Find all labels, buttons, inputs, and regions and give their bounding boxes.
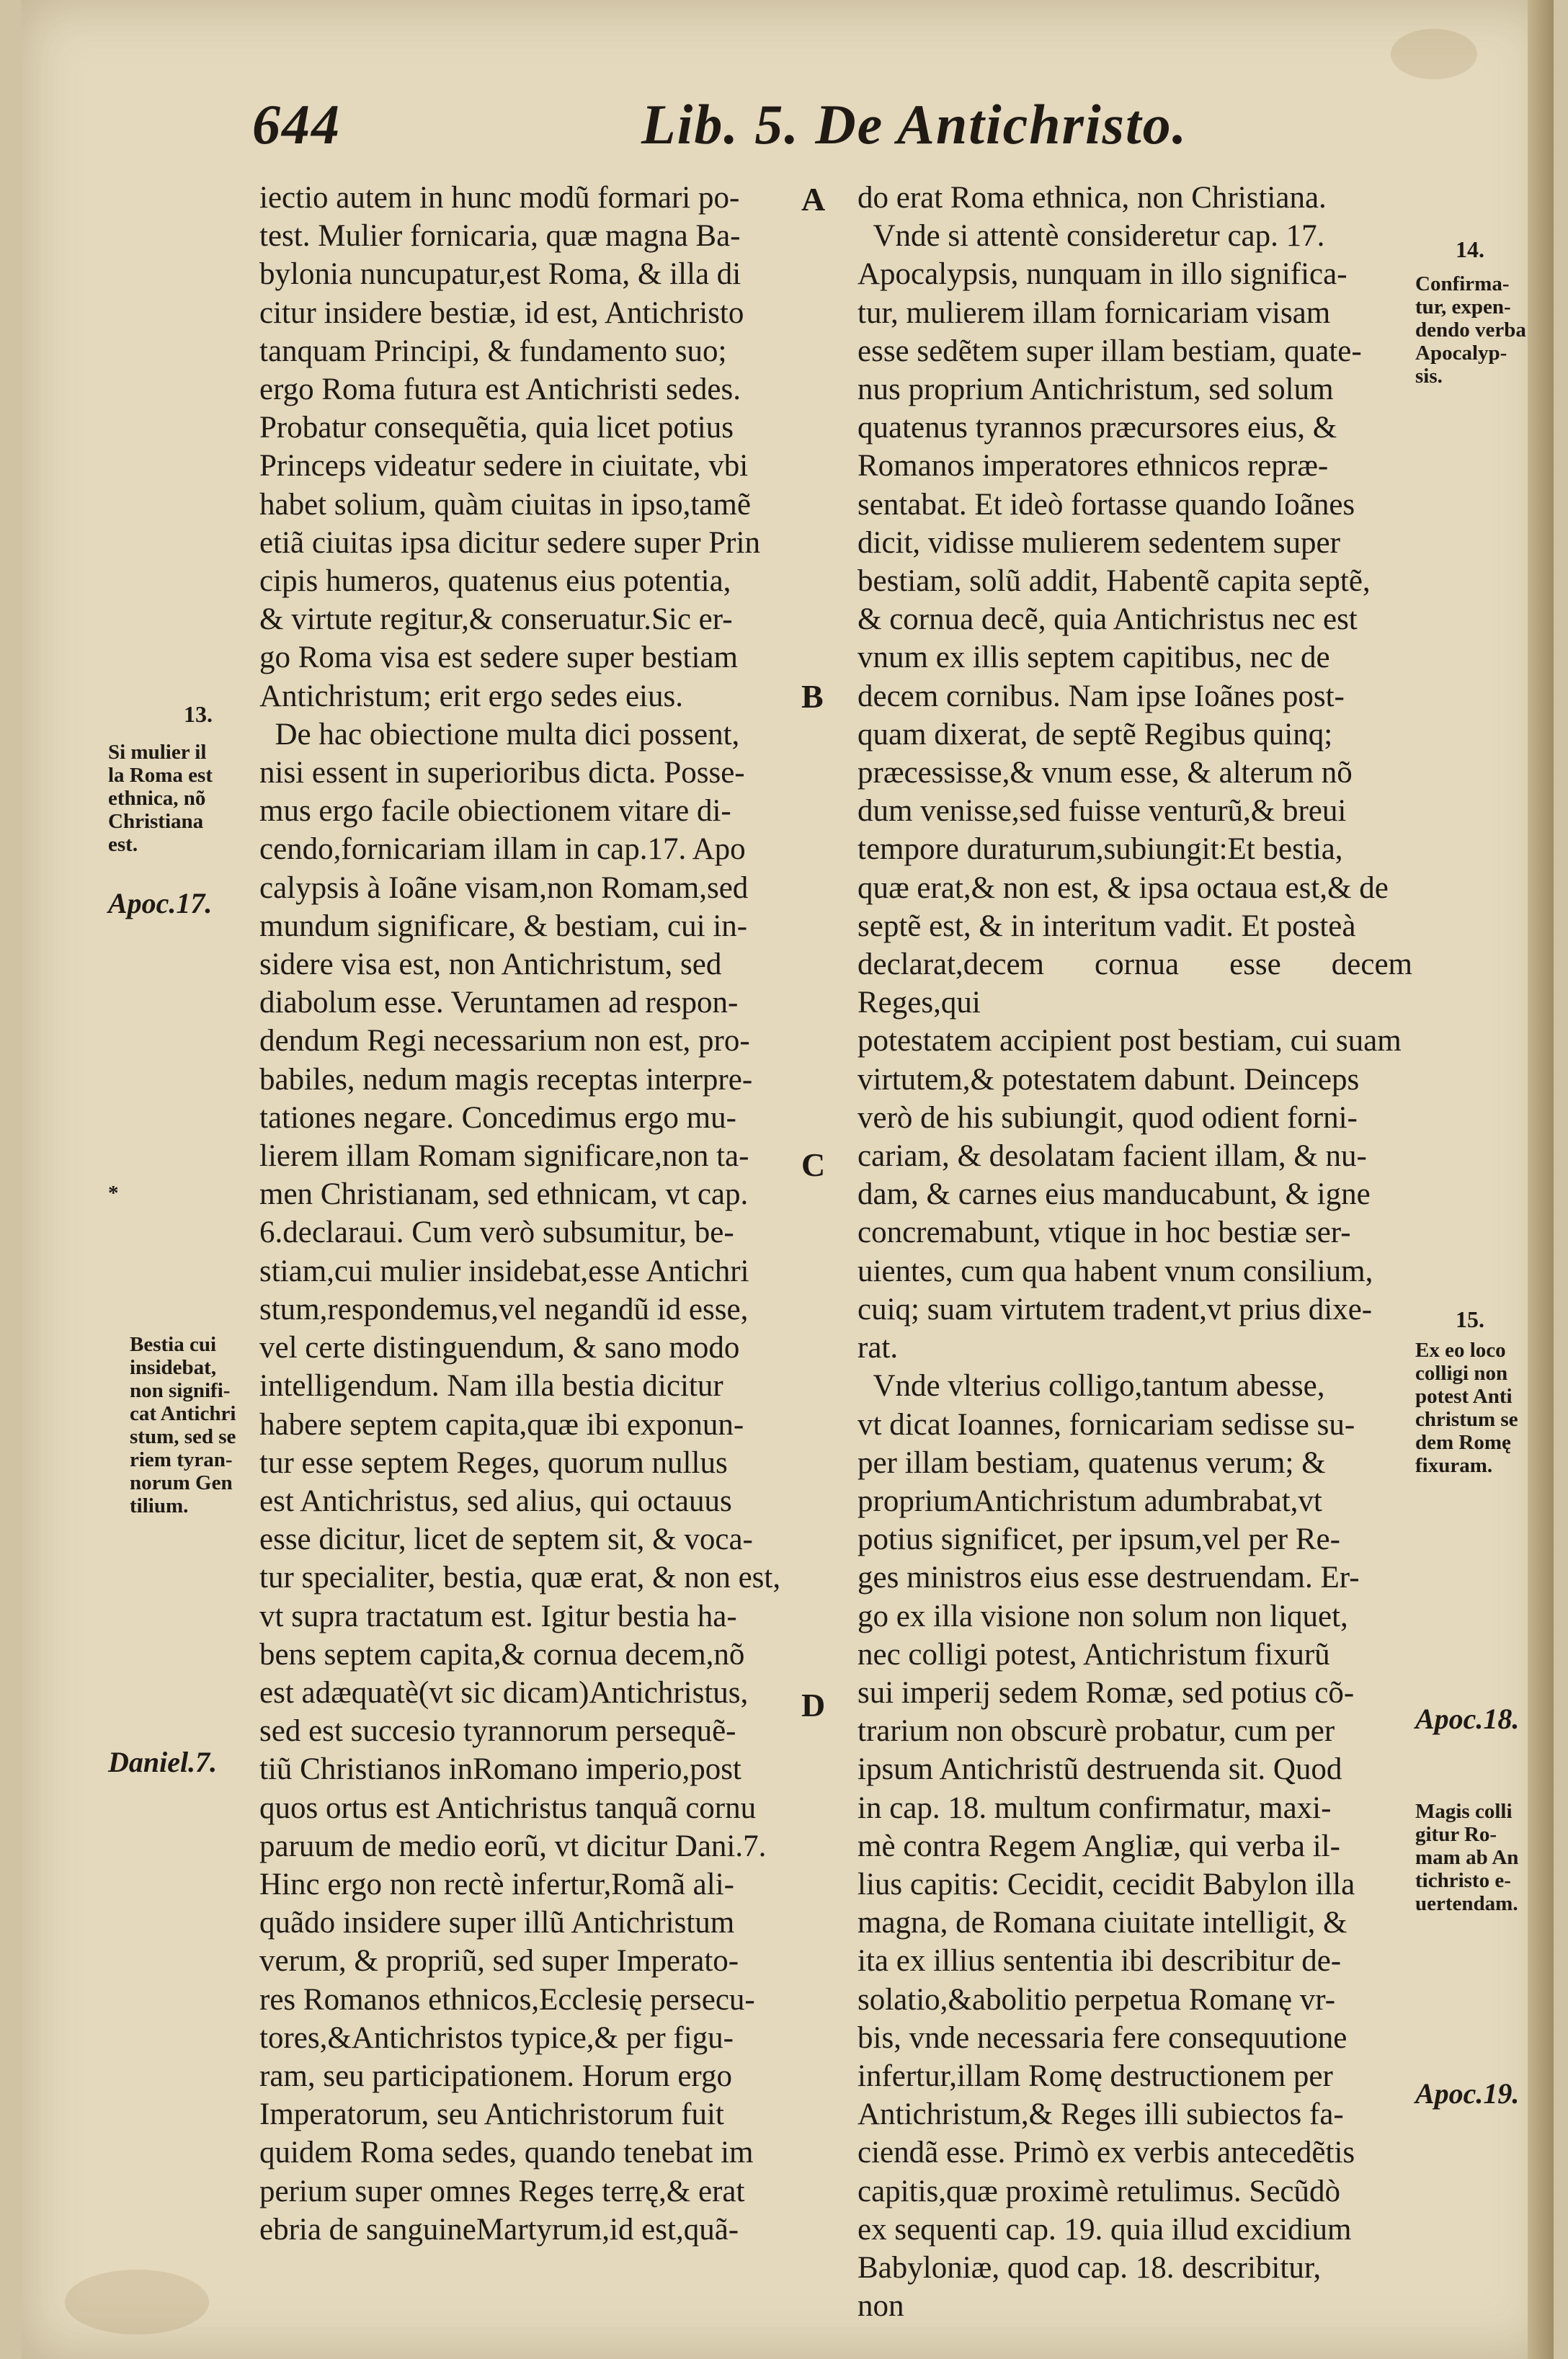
text-line: rat. <box>858 1331 899 1365</box>
text-line: perium super omnes Reges terrę,& erat <box>259 2174 745 2208</box>
text-line: verum, & propriũ, sed super Imperato- <box>259 1944 739 1979</box>
text-line: mè contra Regem Angliæ, qui verba il- <box>858 1829 1340 1863</box>
text-line: magna, de Romana ciuitate intelligit, & <box>858 1906 1348 1940</box>
margin-ref-daniel-7: Daniel.7. <box>108 1746 218 1778</box>
text-line: do erat Roma ethnica, non Christiana. <box>858 181 1327 215</box>
text-line: ita ex illius sententia ibi describitur de- <box>858 1944 1342 1979</box>
text-line: quidem Roma sedes, quando tenebat im <box>259 2136 754 2170</box>
text-line: mus ergo facile obiectionem vitare di- <box>259 794 731 829</box>
text-line: iectio autem in hunc modũ formari po- <box>259 181 740 215</box>
text-line: lierem illam Romam significare,non ta- <box>259 1139 749 1174</box>
text-line: sidere visa est, non Antichristum, sed <box>259 947 722 982</box>
text-line: tur, mulierem illam fornicariam visam <box>858 295 1331 330</box>
section-letter-a: A <box>801 181 826 218</box>
margin-ref-apoc-19: Apoc.19. <box>1415 2077 1520 2110</box>
text-line: verò de his subiungit, quod odient forni- <box>858 1100 1358 1135</box>
text-line: babiles, nedum magis receptas interpre- <box>259 1062 753 1097</box>
section-letter-d: D <box>801 1687 826 1723</box>
text-line: Vnde vlterius colligo,tantum abesse, <box>858 1369 1325 1404</box>
text-line: ipsum Antichristũ destruenda sit. Quod <box>858 1752 1342 1787</box>
text-line: capitis,quæ proximè retulimus. Secũdò <box>858 2174 1340 2208</box>
margin-number-15: 15. <box>1456 1306 1484 1332</box>
text-line: esse dicitur, licet de septem sit, & voca- <box>259 1522 753 1557</box>
text-line: ergo Roma futura est Antichristi sedes. <box>259 373 741 407</box>
text-line: bis, vnde necessaria fere consequutione <box>858 2020 1348 2055</box>
text-line: nec colligi potest, Antichristum fixurũ <box>858 1637 1330 1672</box>
text-line: propriumAntichristum adumbrabat,vt <box>858 1484 1322 1518</box>
text-line: declarat,decem cornua esse decem Reges,qui <box>858 947 1420 1020</box>
margin-note-bestia: Bestia cui insidebat, non signifi- cat Antichri stum, sed se riem tyran- norum Gen tilium. <box>130 1333 236 1517</box>
text-line: dendum Regi necessarium non est, pro- <box>259 1024 750 1058</box>
text-line: cendo,fornicariam illam in cap.17. Apo <box>259 832 746 867</box>
text-line: vt supra tractatum est. Igitur bestia ha- <box>259 1599 737 1633</box>
text-line: Probatur consequẽtia, quia licet potius <box>259 411 734 445</box>
text-line: etiã ciuitas ipsa dicitur sedere super Prin <box>259 525 760 560</box>
text-line: septẽ est, & in interitum vadit. Et posteà <box>858 909 1356 943</box>
text-line: Babyloniæ, quod cap. 18. describitur, <box>858 2250 1322 2285</box>
text-line: potius significet, per ipsum,vel per Re- <box>858 1522 1340 1557</box>
text-line: ges ministros eius esse destruendam. Er- <box>858 1561 1360 1595</box>
text-line: ram, seu participationem. Horum ergo <box>259 2059 732 2093</box>
margin-ref-apoc-18: Apoc.18. <box>1415 1703 1520 1735</box>
text-line: est Antichristus, sed alius, qui octauus <box>259 1484 732 1518</box>
margin-ref-apoc-17: Apoc.17. <box>108 887 213 919</box>
left-text-column <box>259 179 807 2249</box>
section-letter-b: B <box>801 678 824 715</box>
text-line: & cornua decẽ, quia Antichristus nec est <box>858 602 1358 637</box>
text-line: sui imperij sedem Romæ, sed potius cõ- <box>858 1675 1355 1710</box>
margin-note-13: Si mulier il la Roma est ethnica, nõ Christiana est. <box>108 741 213 856</box>
right-text-column <box>858 179 1420 2325</box>
text-line: tanquam Principi, & fundamento suo; <box>259 334 727 368</box>
text-line: est adæquatè(vt sic dicam)Antichristus, <box>259 1675 749 1710</box>
margin-note-15: Ex eo loco colligi non potest Anti christum se dem Romę fixuram. <box>1415 1339 1518 1477</box>
text-line: test. Mulier fornicaria, quæ magna Ba- <box>259 219 741 254</box>
text-line: Hinc ergo non rectè infertur,Romã ali- <box>259 1867 734 1901</box>
text-line: habet solium, quàm ciuitas in ipso,tamẽ <box>259 487 751 522</box>
text-line: quãdo insidere super illũ Antichristum <box>259 1906 735 1940</box>
text-line: & virtute regitur,& conseruatur.Sic er- <box>259 602 733 637</box>
margin-asterisk: * <box>108 1182 119 1205</box>
text-line: ebria de sanguineMartyrum,id est,quã- <box>259 2212 739 2247</box>
text-line: Romanos imperatores ethnicos repræ- <box>858 449 1329 483</box>
text-line: Antichristum,& Reges illi subiectos fa- <box>858 2097 1344 2132</box>
text-line: non <box>858 2289 904 2324</box>
text-line: vt dicat Ioannes, fornicariam sedisse su- <box>858 1407 1355 1442</box>
text-line: stum,respondemus,vel negandũ id esse, <box>259 1292 749 1326</box>
text-line: bestiam, solũ addit, Habentẽ capita septẽ, <box>858 564 1371 599</box>
text-line: dam, & carnes eius manducabunt, & igne <box>858 1177 1371 1212</box>
text-line: tores,&Antichristos typice,& per figu- <box>259 2020 734 2055</box>
page-number: 644 <box>252 93 341 156</box>
text-line: esse sedẽtem super illam bestiam, quate- <box>858 334 1362 368</box>
text-line: sed est succesio tyrannorum persequẽ- <box>259 1714 736 1749</box>
text-line: De hac obiectione multa dici possent, <box>259 717 740 752</box>
text-line: 6.declaraui. Cum verò subsumitur, be- <box>259 1216 734 1250</box>
margin-number-13: 13. <box>184 701 213 727</box>
page-header <box>22 92 1554 157</box>
text-line: mundum significare, & bestiam, cui in- <box>259 909 748 943</box>
text-line: dicit, vidisse mulierem sedentem super <box>858 525 1340 560</box>
text-line: habere septem capita,quæ ibi exponun- <box>259 1407 744 1442</box>
text-line: ex sequenti cap. 19. quia illud excidium <box>858 2212 1352 2247</box>
text-line: vel certe distinguendum, & sano modo <box>259 1331 740 1365</box>
text-line: nus proprium Antichristum, sed solum <box>858 373 1334 407</box>
margin-note-14: Confirma- tur, expen- dendo verba Apocalyp- sis. <box>1415 272 1526 388</box>
text-line: dum venisse,sed fuisse venturũ,& breui <box>858 794 1347 829</box>
text-line: quos ortus est Antichristus tanquã cornu <box>259 1791 757 1825</box>
text-line: quatenus tyrannos præcursores eius, & <box>858 411 1337 445</box>
text-line: vnum ex illis septem capitibus, nec de <box>858 641 1330 675</box>
text-line: intelligendum. Nam illa bestia dicitur <box>259 1369 723 1404</box>
text-line: paruum de medio eorũ, vt dicitur Dani.7. <box>259 1829 767 1863</box>
text-line: decem cornibus. Nam ipse Ioãnes post- <box>858 679 1345 713</box>
text-line: go Roma visa est sedere super bestiam <box>259 641 738 675</box>
text-line: Imperatorum, seu Antichristorum fuit <box>259 2097 724 2132</box>
text-line: diabolum esse. Veruntamen ad respon- <box>259 986 739 1020</box>
text-line: Princeps videatur sedere in ciuitate, vbi <box>259 449 749 483</box>
section-letter-c: C <box>801 1146 826 1183</box>
text-line: res Romanos ethnicos,Ecclesię persecu- <box>259 1982 755 2017</box>
text-line: quam dixerat, de septẽ Regibus quinq; <box>858 717 1333 752</box>
text-line: citur insidere bestiæ, id est, Antichristo <box>259 295 744 330</box>
text-line: bens septem capita,& cornua decem,nõ <box>259 1637 745 1672</box>
margin-note-magis: Magis colli gitur Ro- mam ab An tichristo e- uertendam. <box>1415 1800 1519 1915</box>
text-line: tur specialiter, bestia, quæ erat, & non est, <box>259 1561 781 1595</box>
text-line: præcessisse,& vnum esse, & alterum nõ <box>858 756 1353 790</box>
text-line: quæ erat,& non est, & ipsa octaua est,& de <box>858 870 1389 905</box>
text-line: lius capitis: Cecidit, cecidit Babylon illa <box>858 1867 1355 1901</box>
paper-stain <box>65 2270 209 2335</box>
text-line: Vnde si attentè consideretur cap. 17. <box>858 219 1325 254</box>
book-page <box>22 0 1554 2359</box>
text-line: nisi essent in superioribus dicta. Posse- <box>259 756 745 790</box>
text-line: cuiq; suam virtutem tradent,vt prius dixe- <box>858 1292 1373 1326</box>
text-line: cipis humeros, quatenus eius potentia, <box>259 564 731 599</box>
text-line: potestatem accipient post bestiam, cui suam <box>858 1024 1402 1058</box>
text-line: in cap. 18. multum confirmatur, maxi- <box>858 1791 1332 1825</box>
text-line: uientes, cum qua habent vnum consilium, <box>858 1254 1373 1288</box>
text-line: Antichristum; erit ergo sedes eius. <box>259 679 683 713</box>
text-line: tur esse septem Reges, quorum nullus <box>259 1445 728 1480</box>
text-line: men Christianam, sed ethnicam, vt cap. <box>259 1177 749 1212</box>
text-line: virtutem,& potestatem dabunt. Deinceps <box>858 1062 1360 1097</box>
paper-stain <box>1391 29 1477 79</box>
margin-number-14: 14. <box>1456 236 1484 262</box>
text-line: bylonia nuncupatur,est Roma, & illa di <box>259 257 741 292</box>
text-line: per illam bestiam, quatenus verum; & <box>858 1445 1326 1480</box>
text-line: tationes negare. Concedimus ergo mu- <box>259 1100 736 1135</box>
text-line: stiam,cui mulier insidebat,esse Antichri <box>259 1254 749 1288</box>
text-line: calypsis à Ioãne visam,non Romam,sed <box>259 870 749 905</box>
text-line: solatio,&abolitio perpetua Romanę vr- <box>858 1982 1336 2017</box>
text-line: go ex illa visione non solum non liquet, <box>858 1599 1348 1633</box>
text-line: tiũ Christianos inRomano imperio,post <box>259 1752 741 1787</box>
text-line: infertur,illam Romę destructionem per <box>858 2059 1333 2093</box>
text-line: cariam, & desolatam facient illam, & nu- <box>858 1139 1367 1174</box>
text-line: Apocalypsis, nunquam in illo significa- <box>858 257 1348 292</box>
text-line: trarium non obscurè probatur, cum per <box>858 1714 1335 1749</box>
text-line: ciendã esse. Primò ex verbis antecedẽtis <box>858 2136 1355 2170</box>
text-line: concremabunt, vtique in hoc bestiæ ser- <box>858 1216 1351 1250</box>
text-line: sentabat. Et ideò fortasse quando Ioãnes <box>858 487 1355 522</box>
text-line: tempore duraturum,subiungit:Et bestia, <box>858 832 1343 867</box>
running-title: Lib. 5. De Antichristo. <box>641 93 1188 156</box>
